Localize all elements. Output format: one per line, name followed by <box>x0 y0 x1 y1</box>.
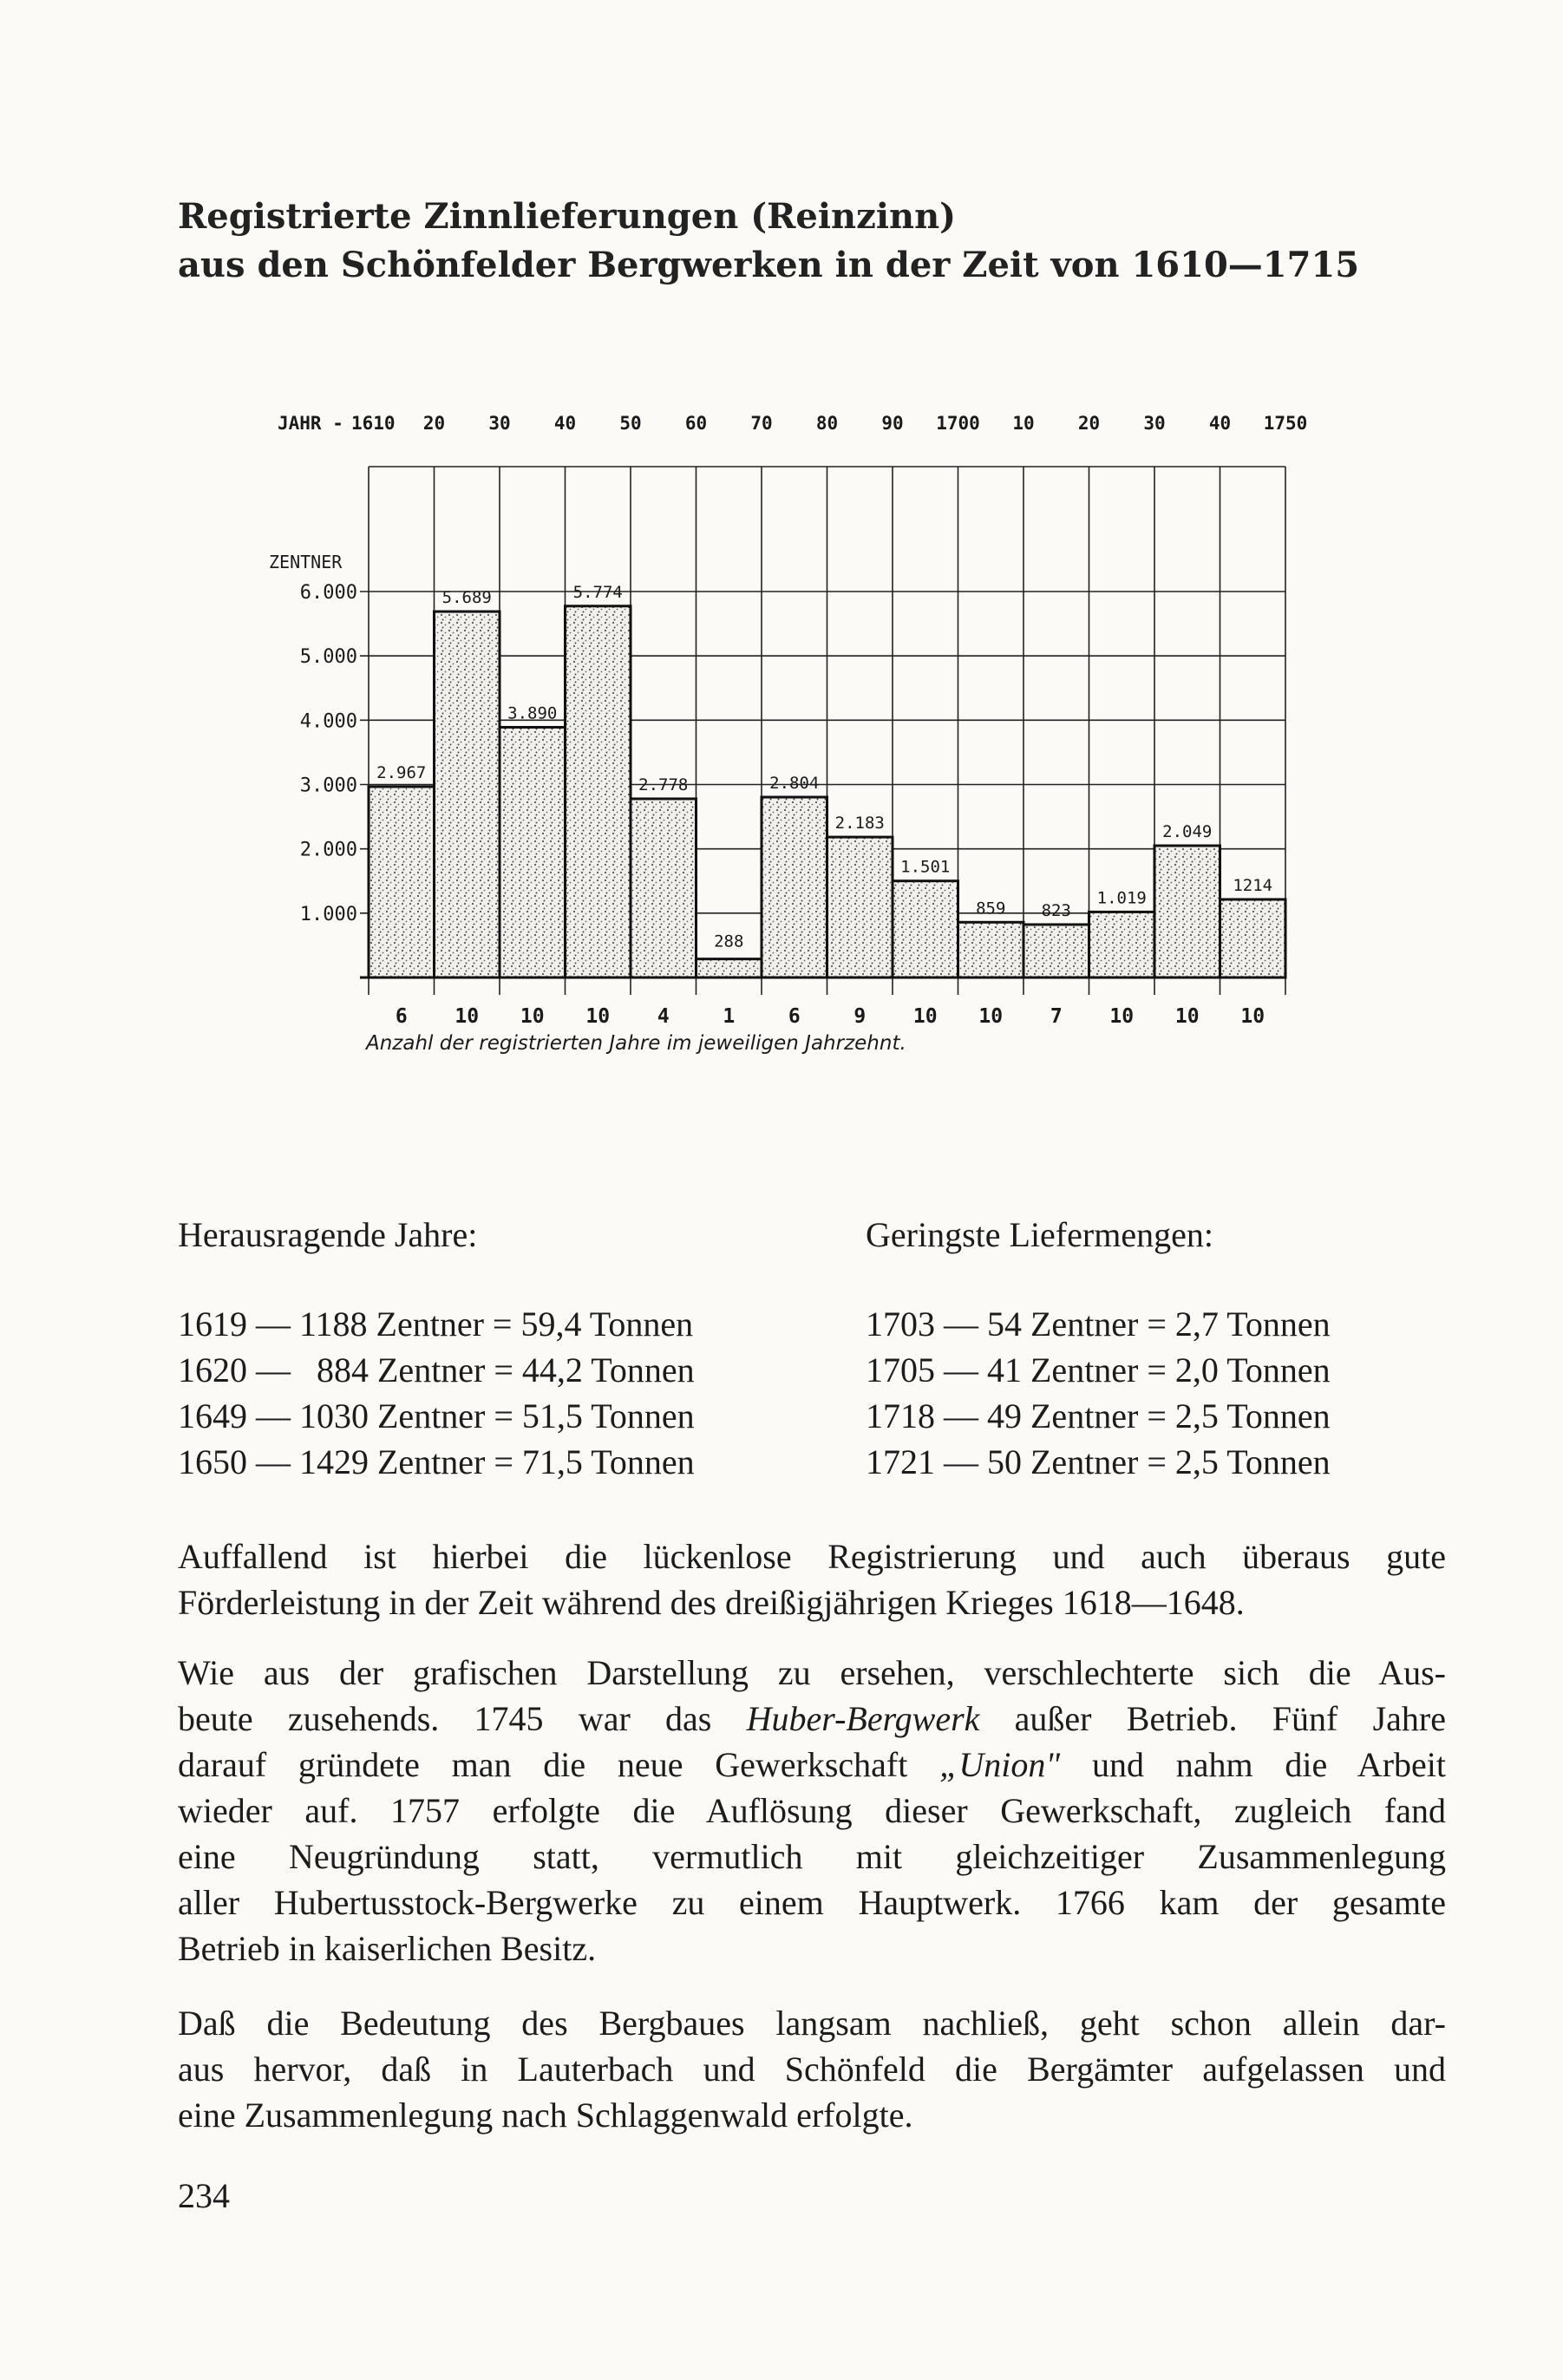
years-count-label: 4 <box>657 1005 670 1028</box>
outstanding-row: 1620 — 884 Zentner = 44,2 Tonnen <box>178 1350 695 1389</box>
years-count-label: 10 <box>978 1005 1004 1028</box>
y-tick-label: 3.000 <box>299 775 357 797</box>
years-count-label: 10 <box>455 1005 480 1028</box>
years-count-label: 6 <box>788 1005 801 1028</box>
x-tick-label: 20 <box>1077 413 1101 434</box>
paragraph-line: eine Neugründung statt, vermutlich mit gleichzeitiger Zusammenlegung <box>178 1837 1446 1876</box>
paragraph-line <box>178 1742 1446 1788</box>
bar <box>631 799 696 978</box>
x-tick-label: 40 <box>1208 413 1232 434</box>
x-tick-label: 10 <box>1012 413 1035 434</box>
title-line-1: Registrierte Zinnlieferungen (Reinzinn) <box>178 196 957 237</box>
text-run: beute zusehends. 1745 war das <box>178 1699 747 1738</box>
outstanding-row: 1619 — 1188 Zentner = 59,4 Tonnen <box>178 1304 694 1344</box>
paragraph-line: Daß die Bedeutung des Bergbaues langsam nachließ, geht schon allein dar- <box>178 2004 1446 2043</box>
outstanding-row: 1650 — 1429 Zentner = 71,5 Tonnen <box>178 1442 695 1481</box>
lowest-deliveries-heading: Geringste Liefermengen: <box>866 1215 1213 1254</box>
paragraph-line: Förderleistung in der Zeit während des dreißigjährigen Krieges 1618—1648. <box>178 1583 1245 1622</box>
x-tick-label: 50 <box>619 413 642 434</box>
mine-name: Huber-Bergwerk <box>746 1699 980 1738</box>
paragraph-1 <box>178 1533 1446 1625</box>
bar <box>1023 925 1089 978</box>
years-count-label: 7 <box>1050 1005 1063 1028</box>
data-label: 5.689 <box>441 588 492 608</box>
lowest-row: 1705 — 41 Zentner = 2,0 Tonnen <box>866 1350 1331 1389</box>
data-label: 1.501 <box>900 857 951 877</box>
tin-delivery-chart <box>260 395 1327 1062</box>
outstanding-years-heading: Herausragende Jahre: <box>178 1215 478 1254</box>
data-label: 288 <box>714 932 744 951</box>
x-tick-label: 1610 <box>351 413 396 434</box>
x-tick-label: 60 <box>684 413 708 434</box>
paragraph-line <box>178 1696 1446 1742</box>
y-tick-label: 5.000 <box>299 646 357 669</box>
data-label: 5.774 <box>572 582 623 602</box>
data-label: 1214 <box>1233 875 1273 895</box>
x-tick-label: 1750 <box>1263 413 1308 434</box>
outstanding-years-list <box>178 1301 695 1485</box>
data-label: 2.967 <box>376 762 427 782</box>
y-tick-label: 6.000 <box>299 582 357 604</box>
years-count-label: 10 <box>912 1005 938 1028</box>
bar <box>566 606 631 978</box>
bar <box>1154 846 1220 978</box>
paragraph-line: Wie aus der grafischen Darstellung zu ersehen, verschlechterte sich die Aus- <box>178 1653 1446 1692</box>
y-tick-label: 4.000 <box>299 710 357 733</box>
data-label: 2.183 <box>834 814 885 834</box>
bar <box>696 959 762 978</box>
text-run: darauf gründete man die neue Gewerkschaft <box>178 1745 940 1784</box>
bar <box>1089 912 1155 978</box>
bar <box>827 837 893 978</box>
page-title <box>178 193 1453 290</box>
x-tick-label: 30 <box>1143 413 1166 434</box>
years-count-label: 10 <box>1109 1005 1135 1028</box>
bar <box>762 797 827 978</box>
lowest-row: 1718 — 49 Zentner = 2,5 Tonnen <box>866 1396 1331 1435</box>
bar <box>958 922 1024 978</box>
y-tick-label: 2.000 <box>299 839 357 861</box>
years-count-label: 9 <box>853 1005 867 1028</box>
paragraph-line: eine Zusammenlegung nach Schlaggenwald erfolgte. <box>178 2096 913 2135</box>
x-tick-label: 1700 <box>936 413 980 434</box>
years-count-label: 10 <box>1240 1005 1265 1028</box>
paragraph-line: aller Hubertusstock-Bergwerke zu einem Hauptwerk. 1766 kam der gesamte <box>178 1883 1446 1922</box>
data-label: 1.019 <box>1096 888 1147 908</box>
x-tick-label: 20 <box>422 413 446 434</box>
data-label: 2.778 <box>638 775 689 794</box>
outstanding-row: 1649 — 1030 Zentner = 51,5 Tonnen <box>178 1396 695 1435</box>
paragraph-line: Auffallend ist hierbei die lückenlose Registrierung und auch überaus gute <box>178 1537 1446 1576</box>
years-count-label: 10 <box>1174 1005 1200 1028</box>
years-count-label: 6 <box>395 1005 408 1028</box>
text-run: und nahm die Arbeit <box>1060 1745 1446 1784</box>
years-count-label: 10 <box>585 1005 611 1028</box>
x-tick-label: 90 <box>881 413 904 434</box>
paragraph-3 <box>178 2000 1446 2138</box>
lowest-deliveries-list <box>866 1301 1331 1485</box>
data-label: 2.049 <box>1162 822 1213 842</box>
data-label: 823 <box>1041 900 1071 920</box>
years-count-label: 10 <box>520 1005 545 1028</box>
title-line-2: aus den Schönfelder Bergwerken in der Zeit von 1610—1715 <box>178 245 1360 285</box>
bar <box>369 787 435 978</box>
text-run: außer Betrieb. Fünf Jahre <box>979 1699 1447 1738</box>
data-label: 2.804 <box>769 774 820 794</box>
bar <box>435 611 500 978</box>
paragraph-2 <box>178 1650 1446 1971</box>
x-tick-label: 40 <box>553 413 577 434</box>
bar <box>1220 899 1286 978</box>
x-tick-label: 70 <box>750 413 773 434</box>
y-axis-unit: ZENTNER <box>269 552 343 572</box>
lowest-row: 1721 — 50 Zentner = 2,5 Tonnen <box>866 1442 1331 1481</box>
paragraph-line: wieder auf. 1757 erfolgte die Auflösung dieser Gewerkschaft, zugleich fand <box>178 1791 1446 1830</box>
chart-caption: Anzahl der registrierten Jahre im jeweiligen Jahrzehnt. <box>366 1032 906 1055</box>
x-tick-label: 80 <box>815 413 839 434</box>
x-axis-prefix: JAHR - <box>278 413 343 434</box>
bar <box>893 881 958 978</box>
y-tick-label: 1.000 <box>299 903 357 925</box>
bar <box>500 727 566 978</box>
page-number: 234 <box>178 2176 230 2215</box>
paragraph-line: Betrieb in kaiserlichen Besitz. <box>178 1929 597 1968</box>
lowest-row: 1703 — 54 Zentner = 2,7 Tonnen <box>866 1304 1331 1344</box>
data-label: 859 <box>976 899 1006 919</box>
years-count-label: 1 <box>723 1005 736 1028</box>
paragraph-line: aus hervor, daß in Lauterbach und Schönfeld die Bergämter aufgelassen und <box>178 2050 1446 2089</box>
x-tick-label: 30 <box>488 413 511 434</box>
data-label: 3.890 <box>507 703 558 723</box>
union-name: „Union" <box>939 1745 1061 1784</box>
